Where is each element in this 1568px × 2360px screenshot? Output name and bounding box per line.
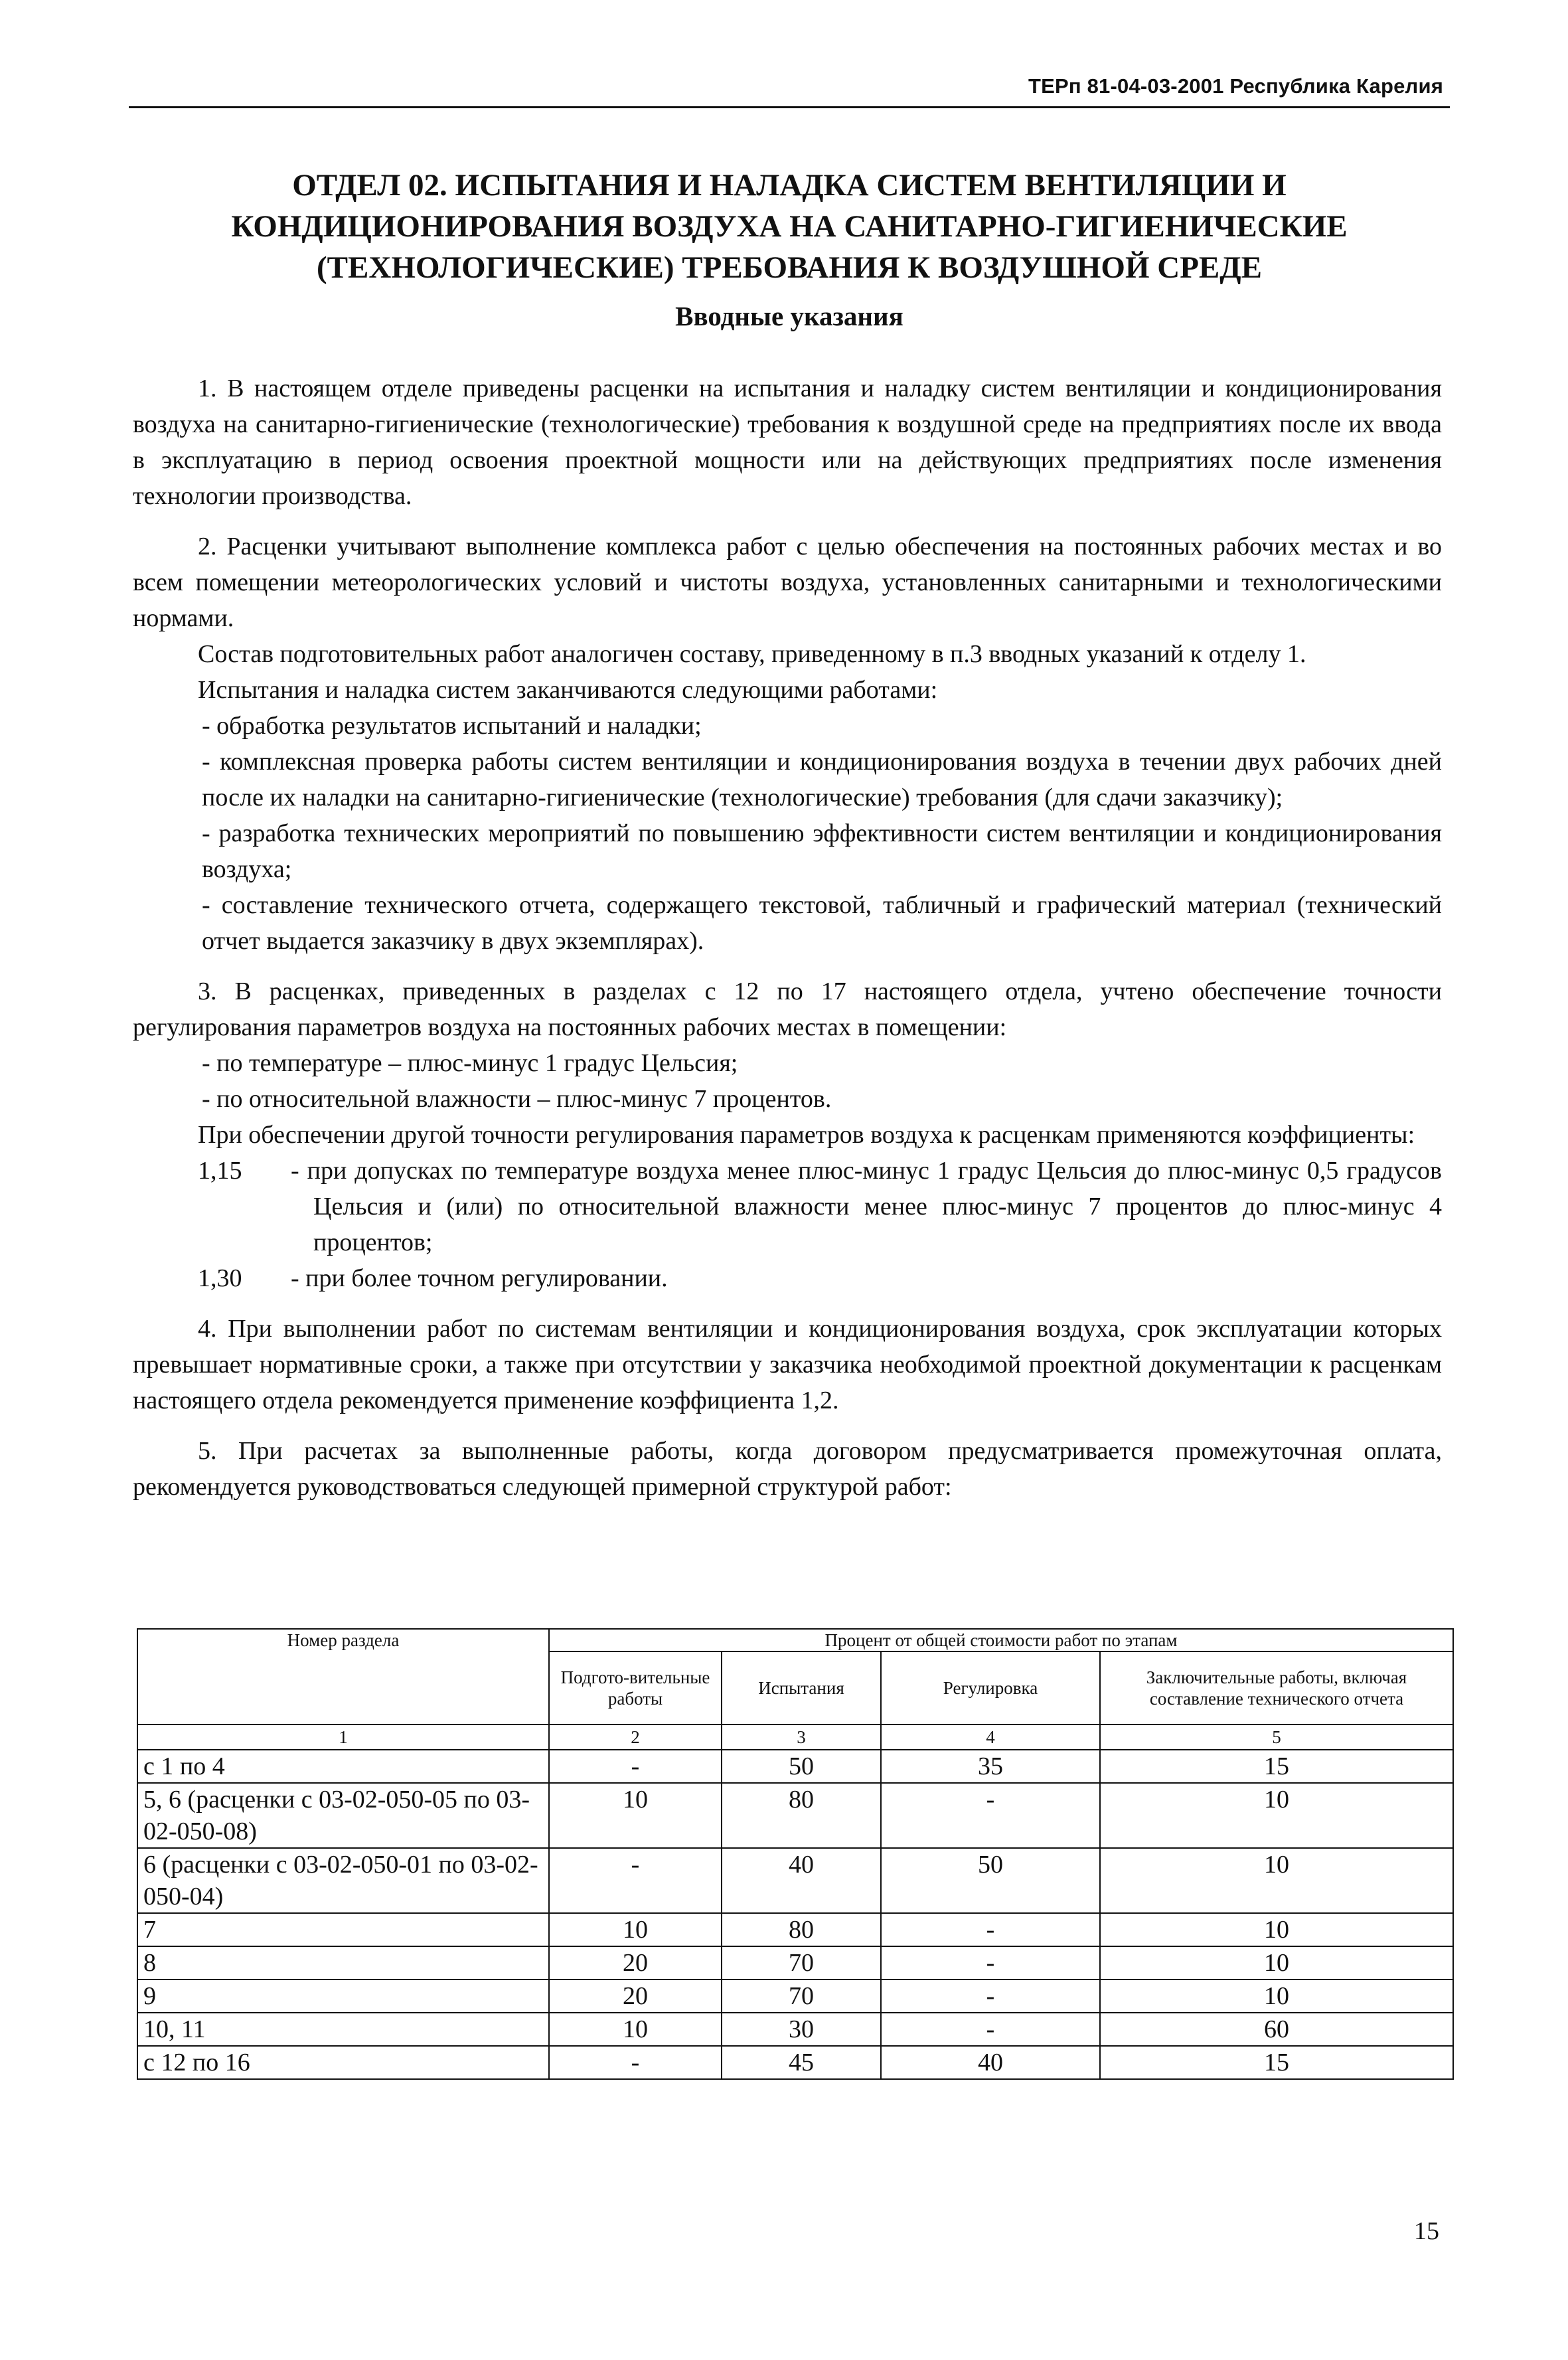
table-row [137,1980,1453,2013]
cell-final: 10 [1100,1848,1453,1913]
list-item: - по температуре – плюс-минус 1 градус Цельсия; [202,1049,738,1077]
table-row [137,2013,1453,2046]
cell-preparatory: - [549,1750,722,1783]
cell-section: 8 [137,1946,549,1980]
coefficient-value: 1,15 [198,1157,242,1185]
cell-final: 10 [1100,1783,1453,1848]
table-row [137,1848,1453,1913]
header-adjustment: Регулировка [881,1651,1100,1725]
cell-adjustment: 40 [881,2046,1100,2079]
cell-preparatory: 10 [549,2013,722,2046]
coefficient-value: 1,30 [198,1264,242,1292]
paragraph-2-prep: Состав подготовительных работ аналогичен составу, приведенному в п.3 вводных указаний к отделу 1. [198,640,1306,668]
cell-final: 60 [1100,2013,1453,2046]
table-row [137,1913,1453,1946]
cell-section: 5, 6 (расценки с 03-02-050-05 по 03-02-050-08) [137,1783,549,1848]
cell-testing: 80 [722,1783,881,1848]
cell-testing: 80 [722,1913,881,1946]
section-subtitle: Вводные указания [675,301,903,331]
cell-section: 9 [137,1980,549,2013]
paragraph-3: 3. В расценках, приведенных в разделах с 12 по 17 настоящего отдела, учтено обеспечение точности регулирования параметров воздуха на постоянных рабочих местах в помещении: [133,977,1442,1041]
table-row [137,1783,1453,1848]
coefficient-row [133,1153,1442,1260]
cell-section: с 12 по 16 [137,2046,549,2079]
column-number: 3 [722,1725,881,1750]
cell-adjustment: - [881,2013,1100,2046]
cell-adjustment: - [881,1783,1100,1848]
list-item: - комплексная проверка работы систем вентиляции и кондиционирования воздуха в течении двух рабочих дней после их наладки на санитарно-гигиенические (технологические) требования (для сдачи заказчику); [202,748,1442,811]
paragraph-2-final: Испытания и наладка систем заканчиваются следующими работами: [198,676,938,704]
document-code: ТЕРп 81-04-03-2001 Республика Карелия [1028,74,1443,98]
list-item: - обработка результатов испытаний и наладки; [202,712,702,740]
column-number-row [137,1725,1453,1750]
coefficient-description: - при допусках по температуре воздуха менее плюс-минус 1 градус Цельсия до плюс-минус 0,5 градусов Цельсия и (или) по относительной влажности менее плюс-минус 7 процентов до плюс-минус 4 процентов; [291,1157,1442,1256]
header-section-number: Номер раздела [137,1629,549,1725]
cell-testing: 45 [722,2046,881,2079]
coefficient-description: - при более точном регулировании. [291,1264,668,1292]
section-title [129,165,1450,288]
page-number: 15 [1414,2217,1439,2245]
title-line: (ТЕХНОЛОГИЧЕСКИЕ) ТРЕБОВАНИЯ К ВОЗДУШНОЙ СРЕДЕ [317,250,1262,285]
coefficient-row [133,1260,1442,1296]
cell-testing: 50 [722,1750,881,1783]
list-item: - составление технического отчета, содержащего текстовой, табличный и графический материал (технический отчет выдается заказчику в двух экземплярах). [202,891,1442,955]
cell-preparatory: - [549,2046,722,2079]
cell-final: 15 [1100,2046,1453,2079]
header-rule [129,106,1450,108]
column-number: 5 [1100,1725,1453,1750]
paragraph-2: 2. Расценки учитывают выполнение комплекса работ с целью обеспечения на постоянных рабочих местах и во всем помещении метеорологических условий и чистоты воздуха, установленных санитарными и технологическими нормами. [133,533,1442,632]
table-row [137,1750,1453,1783]
cell-adjustment: 50 [881,1848,1100,1913]
cell-section: с 1 по 4 [137,1750,549,1783]
cell-final: 15 [1100,1750,1453,1783]
header-final-works: Заключительные работы, включая составление технического отчета [1100,1651,1453,1725]
cell-testing: 70 [722,1946,881,1980]
cell-adjustment: 35 [881,1750,1100,1783]
cell-final: 10 [1100,1913,1453,1946]
header-preparatory: Подгото-вительные работы [549,1651,722,1725]
cell-testing: 70 [722,1980,881,2013]
cell-preparatory: 10 [549,1913,722,1946]
table-header-row [137,1629,1453,1651]
table-row [137,1946,1453,1980]
header-percent: Процент от общей стоимости работ по этапам [549,1629,1453,1651]
work-structure-table [137,1628,1454,2080]
title-line: КОНДИЦИОНИРОВАНИЯ ВОЗДУХА НА САНИТАРНО-ГИГИЕНИЧЕСКИЕ [231,209,1348,244]
column-number: 1 [137,1725,549,1750]
cell-preparatory: 20 [549,1980,722,2013]
column-number: 4 [881,1725,1100,1750]
cell-adjustment: - [881,1913,1100,1946]
header-testing: Испытания [722,1651,881,1725]
cell-testing: 40 [722,1848,881,1913]
cell-final: 10 [1100,1946,1453,1980]
cell-adjustment: - [881,1980,1100,2013]
paragraph-3-coefficients: При обеспечении другой точности регулирования параметров воздуха к расценкам применяются коэффициенты: [198,1121,1415,1149]
final-works-list [133,708,1442,959]
cell-preparatory: 20 [549,1946,722,1980]
paragraph-5: 5. При расчетах за выполненные работы, когда договором предусматривается промежуточная оплата, рекомендуется руководствоваться следующей примерной структурой работ: [133,1437,1442,1501]
cell-preparatory: - [549,1848,722,1913]
cell-section: 7 [137,1913,549,1946]
table-row [137,2046,1453,2079]
accuracy-list [133,1045,1442,1117]
cell-testing: 30 [722,2013,881,2046]
document-body [133,371,1442,1505]
cell-adjustment: - [881,1946,1100,1980]
cell-section: 6 (расценки с 03-02-050-01 по 03-02-050-04) [137,1848,549,1913]
list-item: - по относительной влажности – плюс-минус 7 процентов. [202,1085,832,1113]
cell-section: 10, 11 [137,2013,549,2046]
column-number: 2 [549,1725,722,1750]
title-line: ОТДЕЛ 02. ИСПЫТАНИЯ И НАЛАДКА СИСТЕМ ВЕНТИЛЯЦИИ И [292,168,1287,203]
cell-final: 10 [1100,1980,1453,2013]
cell-preparatory: 10 [549,1783,722,1848]
paragraph-1: 1. В настоящем отделе приведены расценки на испытания и наладку систем вентиляции и кондиционирования воздуха на санитарно-гигиенические (технологические) требования к воздушной среде на предприятиях после их ввода в эксплуатацию в период освоения проектной мощности или на действующих предприятиях после изменения технологии производства. [133,375,1442,510]
paragraph-4: 4. При выполнении работ по системам вентиляции и кондиционирования воздуха, срок эксплуатации которых превышает нормативные сроки, а также при отсутствии у заказчика необходимой проектной документации к расценкам настоящего отдела рекомендуется применение коэффициента 1,2. [133,1315,1442,1414]
list-item: - разработка технических мероприятий по повышению эффективности систем вентиляции и кондиционирования воздуха; [202,819,1442,883]
